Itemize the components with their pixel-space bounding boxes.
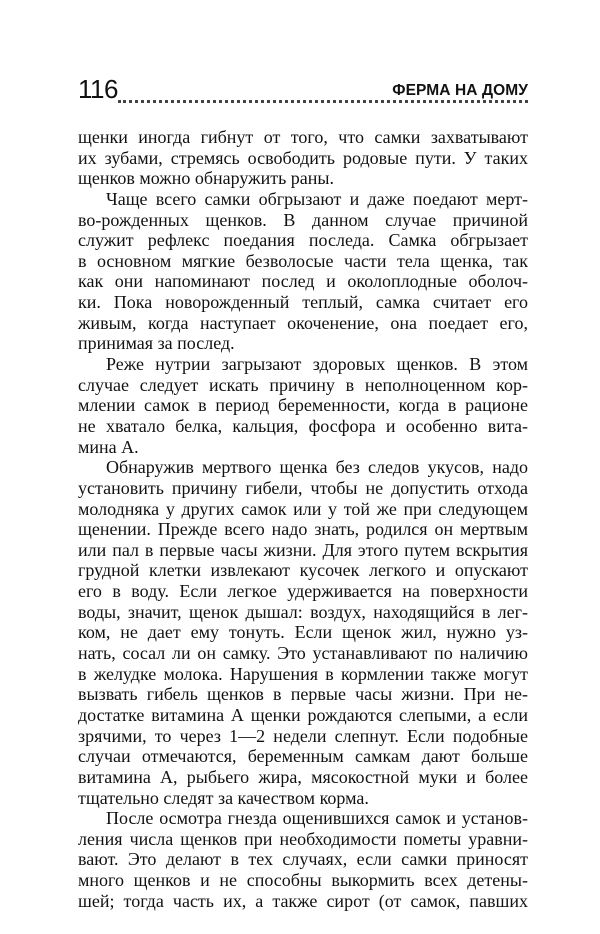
text-line: установить причину гибели, чтобы не допустить отхода (78, 477, 528, 498)
text-line: много щенков и не способны выкормить всех детены- (78, 870, 528, 891)
text-line: шей; тогда часть их, а также сирот (от самок, павших (78, 890, 528, 911)
text-line: или пал в первые часы жизни. Для этого путем вскрытия (78, 539, 528, 560)
text-line: Чаще всего самки обгрызают и даже поедают мерт- (106, 188, 528, 209)
text-line: мина А. (78, 436, 139, 457)
text-line: витамина А, рыбьего жира, мясокостной муки и более (78, 766, 528, 787)
text-line: Реже нутрии загрызают здоровых щенков. В этом (106, 354, 528, 375)
text-line: достатке витамина А щенки рождаются слепыми, а если (78, 704, 528, 725)
text-line: живым, когда наступает окоченение, она поедает его, (78, 312, 528, 333)
paragraph (78, 354, 528, 457)
text-line: случаи отмечаются, беременным самкам дают больше (78, 746, 528, 767)
text-line: ки. Пока новорожденный теплый, самка считает его (78, 292, 528, 313)
text-line: Обнаружив мертвого щенка без следов укусов, надо (106, 457, 528, 478)
text-line: щенении. Прежде всего надо знать, родился он мертвым (78, 519, 528, 540)
text-line: щенков можно обнаружить раны. (78, 168, 334, 189)
page-header (78, 74, 528, 108)
text-line: нать, сосал ли он самку. Это устанавливают по наличию (78, 643, 528, 664)
text-line: воды, значит, щенок дышал: воздух, находящийся в лег- (78, 601, 528, 622)
text-line: После осмотра гнезда ощенившихся самок и установ- (106, 808, 528, 829)
text-line: млении самок в период беременности, когда в рационе (78, 395, 528, 416)
text-line: ком, не дает ему тонуть. Если щенок жил, нужно уз- (78, 622, 528, 643)
text-line: зрячими, то через 1—2 недели слепнут. Если подобные (78, 725, 528, 746)
text-line: их зубами, стремясь освободить родовые пути. У таких (78, 147, 528, 168)
text-line: во-рожденных щенков. В данном случае причиной (78, 209, 528, 230)
paragraph (78, 189, 528, 354)
text-line: в желудке молока. Нарушения в кормлении также могут (78, 663, 528, 684)
running-title: ФЕРМА НА ДОМУ (392, 82, 528, 99)
text-line: грудной клетки извлекают кусочек легкого и опускают (78, 560, 528, 581)
text-line: его в воду. Если легкое удерживается на поверхности (78, 581, 528, 602)
paragraph (78, 808, 528, 911)
body-text (78, 127, 528, 911)
text-line: в основном мягкие безволосые части тела щенка, так (78, 250, 528, 271)
text-line: не хватало белка, кальция, фосфора и особенно вита- (78, 415, 528, 436)
paragraph (78, 127, 528, 189)
page-number: 116 (78, 74, 118, 104)
paragraph (78, 457, 528, 808)
text-line: принимая за послед. (78, 333, 235, 354)
text-line: вают. Это делают в тех случаях, если самки приносят (78, 849, 528, 870)
text-line: случае следует искать причину в неполноценном кор- (78, 374, 528, 395)
text-line: ления числа щенков при необходимости пометы уравни- (78, 828, 528, 849)
text-line: вызвать гибель щенков в первые часы жизни. При не- (78, 684, 528, 705)
text-line: как они напоминают послед и околоплодные оболоч- (78, 271, 528, 292)
text-line: служит рефлекс поедания последа. Самка обгрызает (78, 230, 528, 251)
text-line: молодняка у других самок или у той же при следующем (78, 498, 528, 519)
text-line: щенки иногда гибнут от того, что самки захватывают (78, 127, 528, 147)
text-line: тщательно следят за качеством корма. (78, 787, 369, 808)
